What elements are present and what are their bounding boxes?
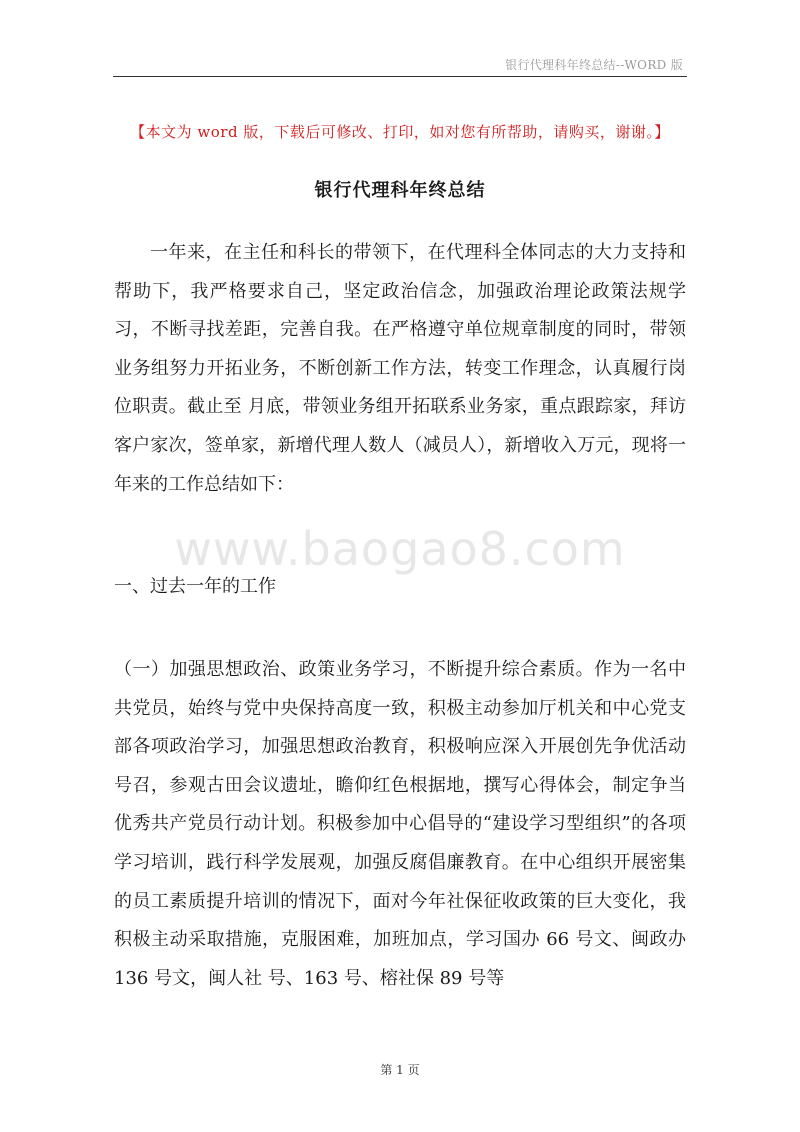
header-rule	[113, 76, 687, 77]
section-heading: 一、过去一年的工作	[114, 576, 276, 597]
intro-paragraph: 一年来，在主任和科长的带领下，在代理科全体同志的大力支持和帮助下，我严格要求自己，坚定政治信念，加强政治理论政策法规学习，不断寻找差距，完善自我。在严格遵守单位规章制度的同时，带领业务组努力开拓业务，不断创新工作方法，转变工作理念，认真履行岗位职责。截止至 月底，带领业务组开拓联系业务家，重点跟踪家，拜访客户家次，签单家，新增代理人数人（减员人），新增收入万元，现将一年来的工作总结如下：	[114, 242, 686, 495]
page-number: 第 1 页	[380, 1063, 420, 1077]
section-paragraph: （一）加强思想政治、政策业务学习，不断提升综合素质。作为一名中共党员，始终与党中央保持高度一致，积极主动参加厅机关和中心党支部各项政治学习，加强思想政治教育，积极响应深入开展创先争优活动号召，参观古田会议遗址，瞻仰红色根据地，撰写心得体会，制定争当优秀共产党员行动计划。积极参加中心倡导的“建设学习型组织”的各项学习培训，践行科学发展观，加强反腐倡廉教育。在中心组织开展密集的员工素质提升培训的情况下，面对今年社保征收政策的巨大变化，我积极主动采取措施，克服困难，加班加点，学习国办 66 号文、闽政办 136 号文，闽人社 号、163 号、榕社保 89 号等	[114, 659, 686, 989]
document-title: 银行代理科年终总结	[314, 180, 486, 201]
notice-banner: 【本文为 word 版，下载后可修改、打印，如对您有所帮助，请购买，谢谢。】	[130, 123, 670, 141]
page-header: 银行代理科年终总结--WORD 版	[505, 58, 683, 72]
watermark: www.baogao8.com	[174, 522, 626, 576]
